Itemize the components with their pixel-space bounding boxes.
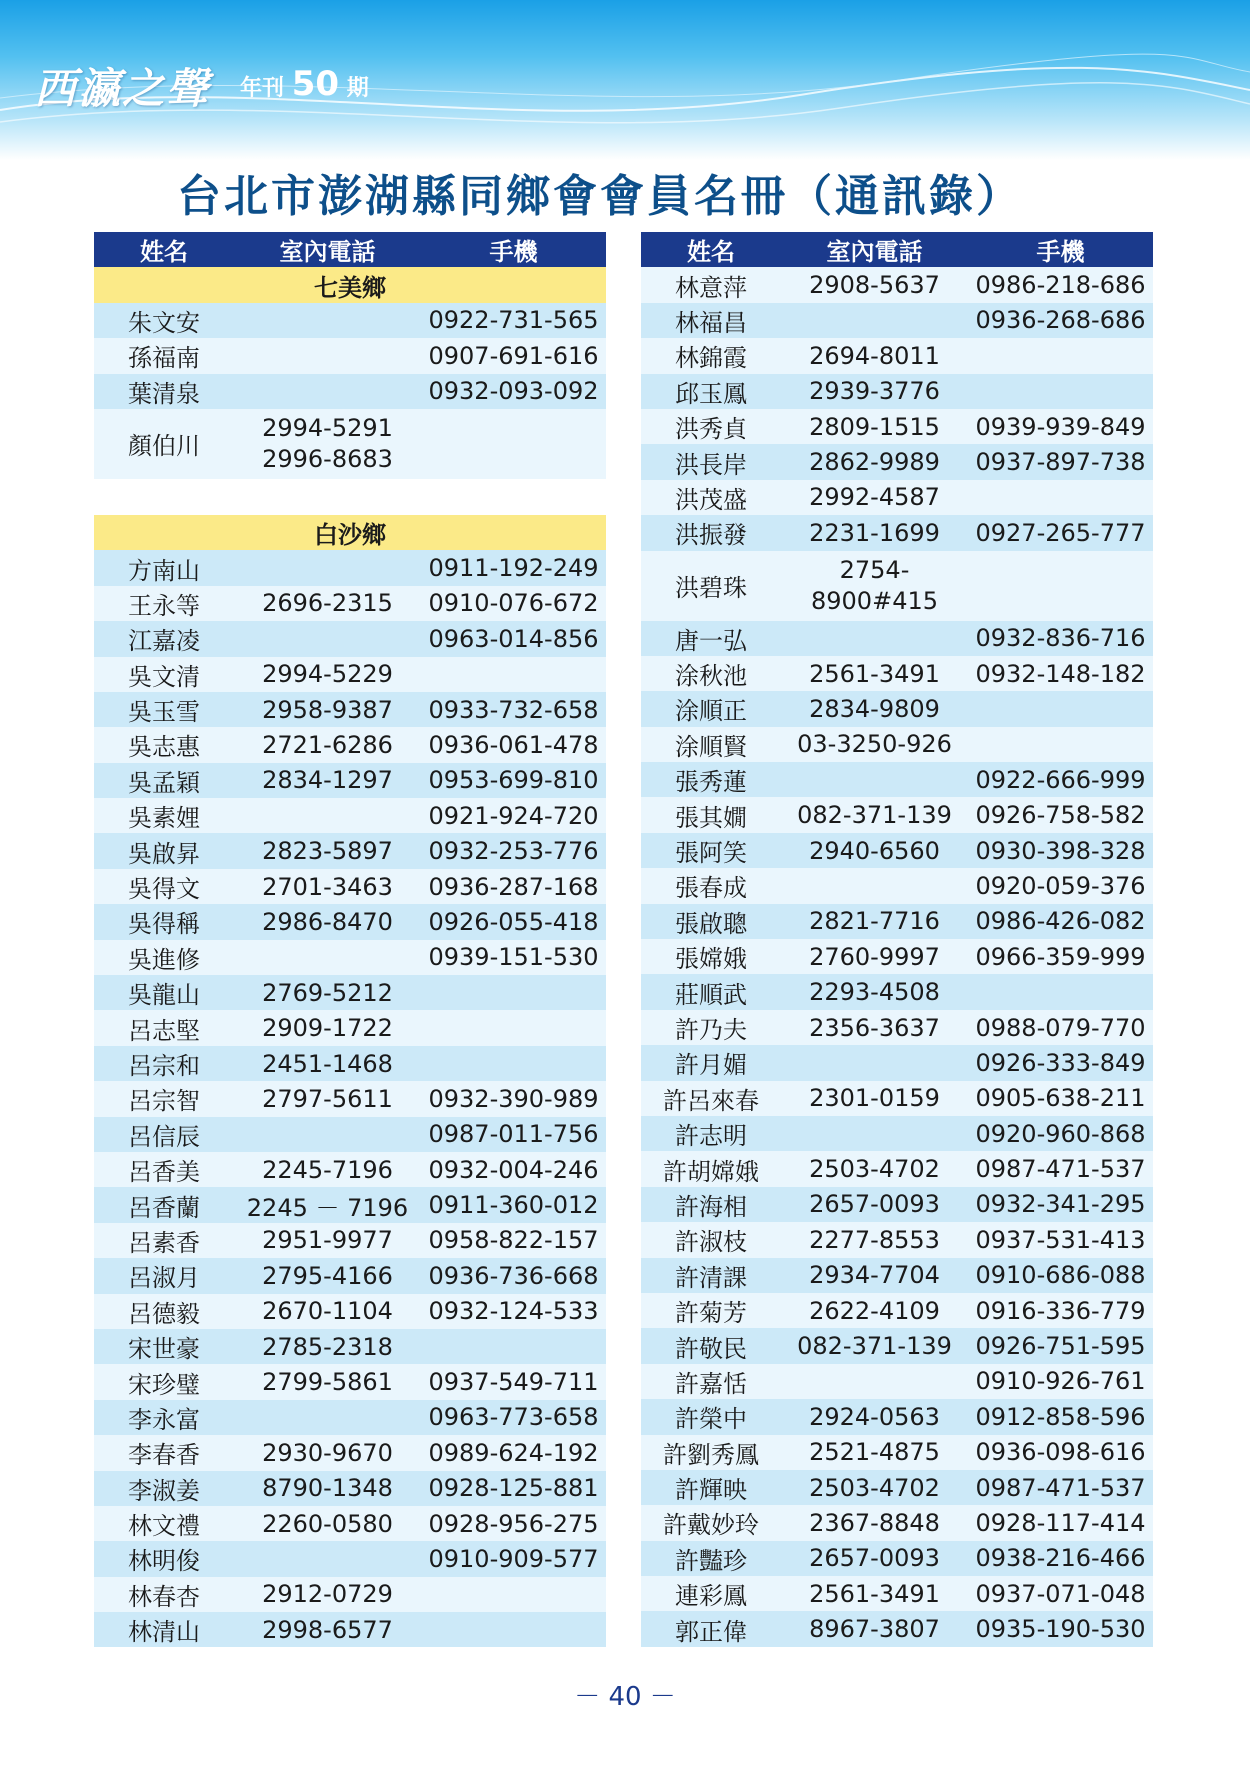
table-row [94, 692, 606, 727]
column-header-name: 姓名 [687, 238, 735, 267]
member-mobile: 0907-691-616 [428, 341, 599, 370]
member-mobile: 0933-732-658 [428, 695, 599, 724]
member-home-phone: 2754- 8900#415 [811, 555, 938, 615]
table-row [641, 551, 1153, 621]
table-row [94, 586, 606, 621]
table-row [94, 763, 606, 798]
member-name: 呂宗智 [128, 1087, 200, 1116]
member-name: 張嫦娥 [675, 945, 747, 974]
member-name: 方南山 [128, 556, 200, 585]
member-name: 莊順武 [675, 980, 747, 1009]
member-mobile: 0963-773-658 [428, 1403, 599, 1432]
member-home-phone: 2701-3463 [262, 872, 393, 901]
member-name: 唐一弘 [675, 626, 747, 655]
member-table-right [641, 232, 1153, 1647]
member-mobile: 0910-909-577 [428, 1544, 599, 1573]
member-name: 江嘉凌 [128, 627, 200, 656]
member-name: 涂順賢 [675, 732, 747, 761]
table-row [94, 338, 606, 373]
member-name: 許清課 [675, 1263, 747, 1292]
member-mobile: 0987-471-537 [975, 1473, 1146, 1502]
table-row [94, 1010, 606, 1045]
member-mobile: 0928-125-881 [428, 1474, 599, 1503]
member-name: 林清山 [128, 1618, 200, 1647]
issue-prefix: 年刊 [240, 76, 285, 101]
member-home-phone: 2277-8553 [809, 1225, 940, 1254]
member-home-phone: 2503-4702 [809, 1155, 940, 1184]
member-mobile: 0936-268-686 [975, 306, 1146, 335]
member-mobile: 0986-218-686 [975, 271, 1146, 300]
member-name: 許敬民 [675, 1334, 747, 1363]
table-row [641, 409, 1153, 444]
member-mobile: 0937-897-738 [975, 448, 1146, 477]
member-mobile: 0926-333-849 [975, 1048, 1146, 1077]
member-mobile: 0932-004-246 [428, 1155, 599, 1184]
member-name: 洪碧珠 [675, 574, 747, 603]
table-row [94, 1400, 606, 1435]
member-home-phone: 2769-5212 [262, 978, 393, 1007]
member-mobile: 0936-287-168 [428, 872, 599, 901]
column-header-mobile: 手機 [1036, 238, 1085, 267]
member-name: 孫福南 [128, 344, 200, 373]
table-row [641, 1505, 1153, 1540]
table-row [641, 1364, 1153, 1399]
member-home-phone: 2356-3637 [809, 1013, 940, 1042]
section-title: 七美鄉 [314, 273, 386, 302]
table-row [94, 1258, 606, 1293]
column-header-mobile: 手機 [489, 238, 538, 267]
member-home-phone: 2561-3491 [809, 1579, 940, 1608]
member-home-phone: 2930-9670 [262, 1438, 393, 1467]
member-mobile: 0910-076-672 [428, 589, 599, 618]
member-name: 吳進修 [128, 945, 200, 974]
member-name: 洪秀貞 [675, 415, 747, 444]
table-row [641, 939, 1153, 974]
table-row [641, 1328, 1153, 1363]
member-name: 呂香美 [128, 1158, 200, 1187]
member-home-phone: 2934-7704 [809, 1261, 940, 1290]
table-row [641, 480, 1153, 515]
table-row [641, 515, 1153, 550]
member-home-phone: 2451-1468 [262, 1049, 393, 1078]
member-name: 許呂來春 [663, 1086, 759, 1115]
member-table-left [94, 232, 606, 1647]
member-mobile: 0987-471-537 [975, 1155, 1146, 1184]
table-row [94, 1506, 606, 1541]
member-mobile: 0927-265-777 [975, 518, 1146, 547]
member-home-phone: 2821-7716 [809, 907, 940, 936]
member-name: 許榮中 [675, 1405, 747, 1434]
table-row [94, 621, 606, 656]
member-name: 洪茂盛 [675, 485, 747, 514]
member-home-phone: 2696-2315 [262, 589, 393, 618]
table-row [94, 303, 606, 338]
member-mobile: 0932-836-716 [975, 624, 1146, 653]
member-mobile: 0989-624-192 [428, 1438, 599, 1467]
member-home-phone: 2994-5291 2996-8683 [262, 413, 393, 473]
table-row [641, 1151, 1153, 1186]
member-name: 郭正偉 [675, 1617, 747, 1646]
table-row [94, 1612, 606, 1647]
table-row [641, 833, 1153, 868]
table-row [641, 621, 1153, 656]
member-home-phone: 082-371-139 [797, 1332, 952, 1361]
member-name: 呂宗和 [128, 1052, 200, 1080]
table-row [641, 1045, 1153, 1080]
table-row [641, 338, 1153, 373]
table-row [94, 1364, 606, 1399]
member-name: 顏伯川 [128, 432, 200, 461]
table-row [641, 1470, 1153, 1505]
issue-suffix: 期 [346, 76, 369, 101]
member-home-phone: 2785-2318 [262, 1332, 393, 1361]
member-mobile: 0926-055-418 [428, 907, 599, 936]
section-title: 白沙鄉 [314, 521, 386, 550]
table-row [94, 550, 606, 585]
member-name: 林文禮 [128, 1512, 200, 1541]
member-mobile: 0932-390-989 [428, 1084, 599, 1113]
table-row [641, 1293, 1153, 1328]
member-name: 張其嫺 [675, 803, 747, 832]
member-mobile: 0937-531-413 [975, 1225, 1146, 1254]
member-home-phone: 2694-8011 [809, 341, 940, 370]
table-row [641, 1010, 1153, 1045]
member-name: 宋世豪 [128, 1335, 200, 1364]
table-row [641, 797, 1153, 832]
member-mobile: 0930-398-328 [975, 836, 1146, 865]
table-row [94, 657, 606, 692]
member-mobile: 0937-071-048 [975, 1579, 1146, 1608]
member-mobile: 0912-858-596 [975, 1402, 1146, 1431]
table-row [94, 1117, 606, 1152]
member-name: 呂德毅 [128, 1299, 200, 1328]
member-home-phone: 2260-0580 [262, 1509, 393, 1538]
member-home-phone: 2301-0159 [809, 1084, 940, 1113]
member-home-phone: 2986-8470 [262, 907, 393, 936]
member-name: 李春香 [128, 1441, 200, 1470]
member-mobile: 0936-736-668 [428, 1261, 599, 1290]
member-mobile: 0928-956-275 [428, 1509, 599, 1538]
member-name: 林福昌 [675, 308, 747, 337]
member-name: 許輝映 [675, 1476, 747, 1505]
table-row [641, 762, 1153, 797]
member-name: 林意萍 [675, 273, 747, 302]
table-row [641, 1576, 1153, 1611]
member-home-phone: 8790-1348 [262, 1474, 393, 1503]
table-header [94, 232, 606, 267]
table-row [94, 1541, 606, 1576]
member-home-phone: 2795-4166 [262, 1261, 393, 1290]
member-mobile: 0932-093-092 [428, 377, 599, 406]
member-mobile: 0987-011-756 [428, 1120, 599, 1149]
member-home-phone: 2657-0093 [809, 1190, 940, 1219]
member-mobile: 0928-117-414 [975, 1508, 1146, 1537]
member-home-phone: 2622-4109 [809, 1296, 940, 1325]
table-row [94, 1294, 606, 1329]
table-row [94, 904, 606, 939]
member-mobile: 0936-061-478 [428, 730, 599, 759]
member-name: 涂順正 [675, 697, 747, 726]
member-home-phone: 2940-6560 [809, 836, 940, 865]
member-name: 吳龍山 [128, 981, 200, 1010]
member-mobile: 0911-192-249 [428, 554, 599, 583]
member-home-phone: 2561-3491 [809, 659, 940, 688]
member-name: 許月媚 [675, 1051, 747, 1080]
member-home-phone: 2862-9989 [809, 448, 940, 477]
member-mobile: 0986-426-082 [975, 907, 1146, 936]
table-row [94, 374, 606, 409]
issue-number: 50 [291, 64, 340, 104]
member-home-phone: 2797-5611 [262, 1084, 393, 1113]
table-row [641, 1116, 1153, 1151]
member-home-phone: 2998-6577 [262, 1615, 393, 1644]
member-name: 許淑枝 [675, 1228, 747, 1257]
member-home-phone: 2799-5861 [262, 1368, 393, 1397]
member-name: 呂素香 [128, 1228, 200, 1257]
table-row [94, 1471, 606, 1506]
member-name: 吳得稱 [128, 910, 200, 939]
member-home-phone: 2924-0563 [809, 1402, 940, 1431]
member-name: 張秀蓮 [675, 768, 747, 797]
table-row [94, 1152, 606, 1187]
member-mobile: 0963-014-856 [428, 624, 599, 653]
member-home-phone: 8967-3807 [809, 1615, 940, 1644]
member-name: 呂香蘭 [128, 1193, 200, 1222]
member-name: 李淑姜 [128, 1476, 200, 1505]
member-name: 吳玉雪 [128, 698, 200, 727]
member-name: 張阿笑 [675, 839, 747, 868]
table-row [94, 409, 606, 479]
member-name: 許胡嫦娥 [663, 1157, 759, 1186]
table-row [641, 1399, 1153, 1434]
member-name: 涂秋池 [675, 662, 747, 691]
table-row [94, 1046, 606, 1081]
member-name: 宋珍璧 [128, 1370, 200, 1399]
table-row [641, 868, 1153, 903]
member-name: 林明俊 [128, 1547, 200, 1576]
member-name: 葉清泉 [128, 379, 200, 408]
member-name: 連彩鳳 [675, 1582, 747, 1611]
member-home-phone: 2503-4702 [809, 1473, 940, 1502]
member-home-phone: 2994-5229 [262, 660, 393, 689]
member-mobile: 0939-939-849 [975, 412, 1146, 441]
member-mobile: 0932-124-533 [428, 1297, 599, 1326]
member-mobile: 0921-924-720 [428, 801, 599, 830]
member-home-phone: 2521-4875 [809, 1438, 940, 1467]
member-name: 許戴妙玲 [663, 1511, 759, 1540]
member-home-phone: 2245-7196 [262, 1155, 393, 1184]
member-mobile: 0953-699-810 [428, 766, 599, 795]
member-name: 吳得文 [128, 875, 200, 904]
table-row [641, 727, 1153, 762]
member-name: 林春杏 [128, 1582, 200, 1611]
member-home-phone: 2721-6286 [262, 730, 393, 759]
table-header [641, 232, 1153, 267]
member-home-phone: 2908-5637 [809, 271, 940, 300]
table-row [641, 1258, 1153, 1293]
column-header-home-phone: 室內電話 [826, 238, 923, 267]
member-mobile: 0920-059-376 [975, 871, 1146, 900]
spacer [94, 479, 606, 515]
table-row [641, 974, 1153, 1009]
member-home-phone: 2657-0093 [809, 1544, 940, 1573]
table-row [94, 1081, 606, 1116]
column-header-home-phone: 室內電話 [279, 238, 376, 267]
member-mobile: 0966-359-999 [975, 942, 1146, 971]
table-row [641, 1222, 1153, 1257]
page-number: － 40 － [574, 1682, 676, 1712]
member-mobile: 0922-666-999 [975, 765, 1146, 794]
member-home-phone: 2909-1722 [262, 1014, 393, 1043]
member-mobile: 0937-549-711 [428, 1368, 599, 1397]
member-mobile: 0911-360-012 [428, 1191, 599, 1220]
member-mobile: 0926-751-595 [975, 1332, 1146, 1361]
page-title: 台北市澎湖縣同鄉會會員名冊（通訊錄） [177, 171, 1023, 222]
table-row [94, 1435, 606, 1470]
table-row [94, 727, 606, 762]
table-row [641, 904, 1153, 939]
member-name: 許菊芳 [675, 1299, 747, 1328]
member-name: 王永等 [128, 591, 200, 620]
table-row [641, 1081, 1153, 1116]
table-row [94, 975, 606, 1010]
member-mobile: 0932-253-776 [428, 837, 599, 866]
table-row [94, 869, 606, 904]
member-home-phone: 2231-1699 [809, 518, 940, 547]
member-name: 林錦霞 [675, 344, 747, 373]
member-name: 吳志惠 [128, 733, 200, 762]
member-name: 邱玉鳳 [675, 379, 747, 408]
column-header-name: 姓名 [140, 238, 188, 267]
member-name: 吳素娌 [128, 804, 200, 833]
member-home-phone: 2670-1104 [262, 1297, 393, 1326]
member-name: 許嘉恬 [675, 1369, 747, 1398]
member-home-phone: 2834-9809 [809, 694, 940, 723]
member-name: 張啟聰 [675, 909, 747, 938]
member-mobile: 0910-926-761 [975, 1367, 1146, 1396]
table-row [641, 1611, 1153, 1646]
table-row [641, 1435, 1153, 1470]
member-home-phone: 2834-1297 [262, 766, 393, 795]
table-row [641, 656, 1153, 691]
member-name: 吳孟穎 [128, 768, 200, 797]
member-mobile: 0958-822-157 [428, 1226, 599, 1255]
table-row [94, 1187, 606, 1222]
member-mobile: 0920-960-868 [975, 1119, 1146, 1148]
section-heading [94, 267, 606, 302]
table-row [641, 691, 1153, 726]
member-home-phone: 2951-9977 [262, 1226, 393, 1255]
member-mobile: 0988-079-770 [975, 1013, 1146, 1042]
table-row [94, 1329, 606, 1364]
member-name: 呂淑月 [128, 1264, 200, 1293]
member-home-phone: 2809-1515 [809, 412, 940, 441]
member-mobile: 0935-190-530 [975, 1615, 1146, 1644]
table-row [641, 444, 1153, 479]
member-name: 朱文安 [128, 308, 200, 337]
member-name: 吳啟昇 [128, 839, 200, 868]
table-row [641, 267, 1153, 302]
table-row [641, 303, 1153, 338]
member-name: 張春成 [675, 874, 747, 903]
member-home-phone: 2958-9387 [262, 695, 393, 724]
member-mobile: 0932-341-295 [975, 1190, 1146, 1219]
member-home-phone: 2992-4587 [809, 483, 940, 512]
section-heading [94, 515, 606, 550]
table-row [94, 940, 606, 975]
table-row [94, 833, 606, 868]
member-name: 許豔珍 [675, 1546, 747, 1575]
issue-label [240, 64, 369, 104]
member-mobile: 0910-686-088 [975, 1261, 1146, 1290]
member-home-phone: 2912-0729 [262, 1580, 393, 1609]
table-row [94, 798, 606, 833]
member-name: 洪振發 [675, 521, 747, 550]
member-mobile: 0922-731-565 [428, 306, 599, 335]
member-name: 呂志堅 [128, 1016, 200, 1045]
member-mobile: 0916-336-779 [975, 1296, 1146, 1325]
member-mobile: 0905-638-211 [975, 1084, 1146, 1113]
table-row [641, 1187, 1153, 1222]
member-home-phone: 2823-5897 [262, 837, 393, 866]
header-banner [0, 0, 1250, 160]
member-mobile: 0938-216-466 [975, 1544, 1146, 1573]
member-home-phone: 2939-3776 [809, 377, 940, 406]
member-mobile: 0939-151-530 [428, 943, 599, 972]
table-row [641, 374, 1153, 409]
member-name: 李永富 [128, 1405, 200, 1434]
member-name: 吳文清 [128, 662, 200, 691]
magazine-title: 西瀛之聲 [34, 64, 211, 113]
member-name: 許劉秀鳳 [663, 1440, 759, 1469]
table-row [641, 1541, 1153, 1576]
member-mobile: 0936-098-616 [975, 1438, 1146, 1467]
member-home-phone: 2245 － 7196 [246, 1193, 409, 1222]
table-row [94, 1223, 606, 1258]
member-name: 呂信辰 [128, 1122, 200, 1151]
member-name: 許志明 [675, 1122, 747, 1151]
member-home-phone: 082-371-139 [797, 801, 952, 830]
member-home-phone: 2760-9997 [809, 942, 940, 971]
member-name: 許乃夫 [675, 1016, 747, 1044]
member-name: 洪長岸 [675, 450, 747, 479]
member-mobile: 0932-148-182 [975, 659, 1146, 688]
member-mobile: 0926-758-582 [975, 801, 1146, 830]
member-home-phone: 2293-4508 [809, 978, 940, 1007]
member-home-phone: 03-3250-926 [797, 730, 952, 759]
member-home-phone: 2367-8848 [809, 1508, 940, 1537]
table-row [94, 1577, 606, 1612]
member-name: 許海相 [675, 1192, 747, 1221]
